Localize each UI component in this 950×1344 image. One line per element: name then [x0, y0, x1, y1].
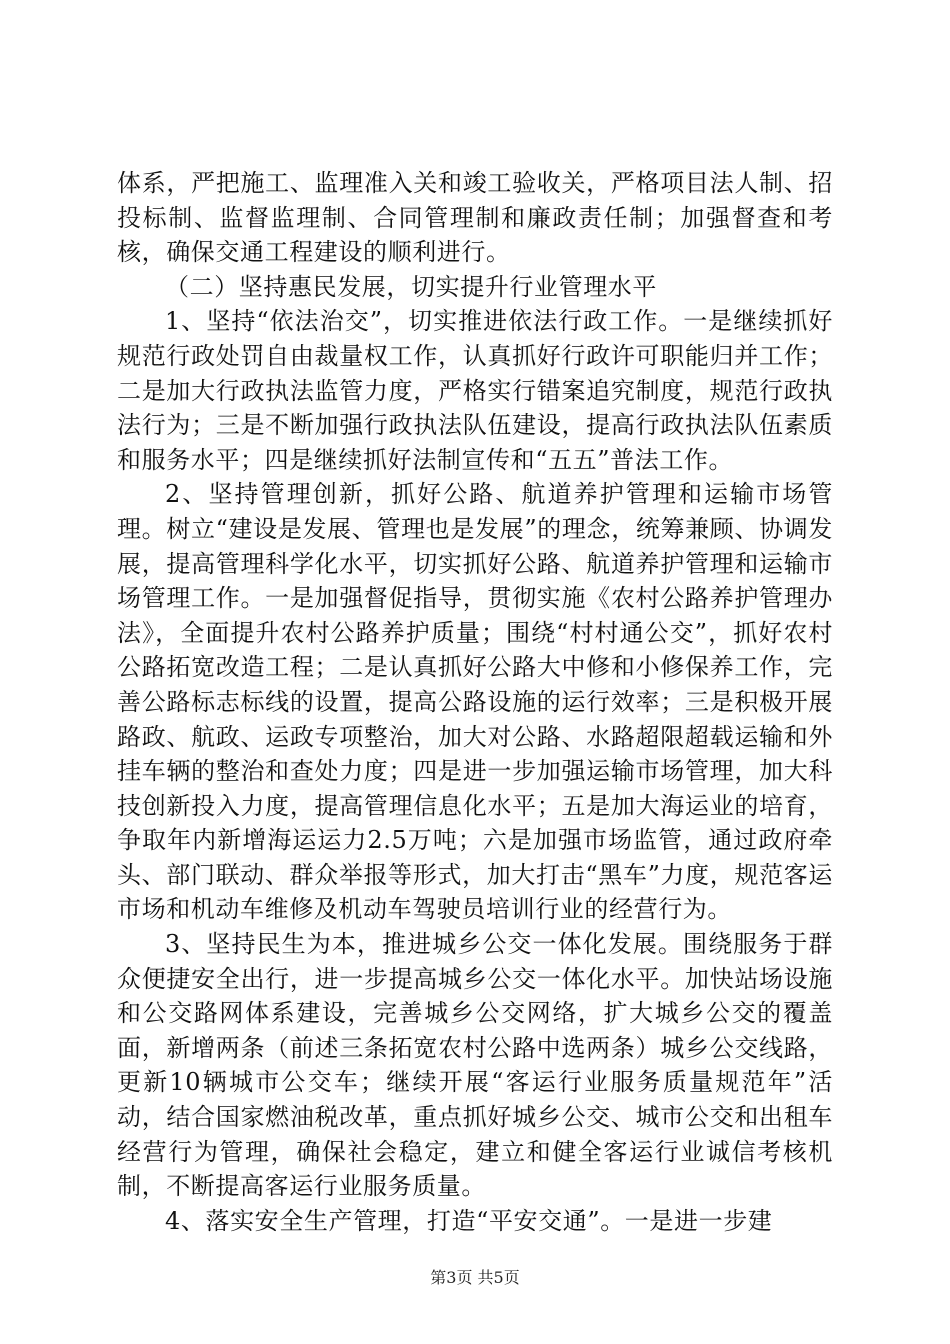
- paragraph-item-3: 3、坚持民生为本，推进城乡公交一体化发展。围绕服务于群众便捷安全出行，进一步提高城乡公交一体化水平。加快站场设施和公交路网体系建设，完善城乡公交网络，扩大城乡公交的覆盖面，新增两条（前述三条拓宽农村公路中选两条）城乡公交线路，更新10辆城市公交车；继续开展“客运行业服务质量规范年”活动，结合国家燃油税改革，重点抓好城乡公交、城市公交和出租车经营行为管理，确保社会稳定，建立和健全客运行业诚信考核机制，不断提高客运行业服务质量。: [117, 930, 833, 1201]
- page-number-label: 第3页 共5页: [430, 1268, 520, 1287]
- paragraph-item-1: 1、坚持“依法治交”，切实推进依法行政工作。一是继续抓好规范行政处罚自由裁量权工作，认真抓好行政许可职能归并工作；二是加大行政执法监管力度，严格实行错案追究制度，规范行政执法行为；三是不断加强行政执法队伍建设，提高行政执法队伍素质和服务水平；四是继续抓好法制宣传和“五五”普法工作。: [117, 307, 833, 474]
- document-body: [117, 166, 833, 1238]
- paragraph-item-2: 2、坚持管理创新，抓好公路、航道养护管理和运输市场管理。树立“建设是发展、管理也是发展”的理念，统筹兼顾、协调发展，提高管理科学化水平，切实抓好公路、航道养护管理和运输市场管理工作。一是加强督促指导，贯彻实施《农村公路养护管理办法》，全面提升农村公路养护质量；围绕“村村通公交”，抓好农村公路拓宽改造工程；二是认真抓好公路大中修和小修保养工作，完善公路标志标线的设置，提高公路设施的运行效率；三是积极开展路政、航政、运政专项整治，加大对公路、水路超限超载运输和外挂车辆的整治和查处力度；四是进一步加强运输市场管理，加大科技创新投入力度，提高管理信息化水平；五是加大海运业的培育，争取年内新增海运运力2.5万吨；六是加强市场监管，通过政府牵头、部门联动、群众举报等形式，加大打击“黑车”力度，规范客运市场和机动车维修及机动车驾驶员培训行业的经营行为。: [117, 480, 833, 924]
- page-footer: [0, 1268, 950, 1288]
- paragraph-1: 体系，严把施工、监理准入关和竣工验收关，严格项目法人制、招投标制、监督监理制、合同管理制和廉政责任制；加强督查和考核，确保交通工程建设的顺利进行。: [117, 169, 833, 267]
- section-heading: （二）坚持惠民发展，切实提升行业管理水平: [165, 272, 657, 301]
- paragraph-item-4: 4、落实安全生产管理，打造“平安交通”。一是进一步建: [165, 1206, 773, 1235]
